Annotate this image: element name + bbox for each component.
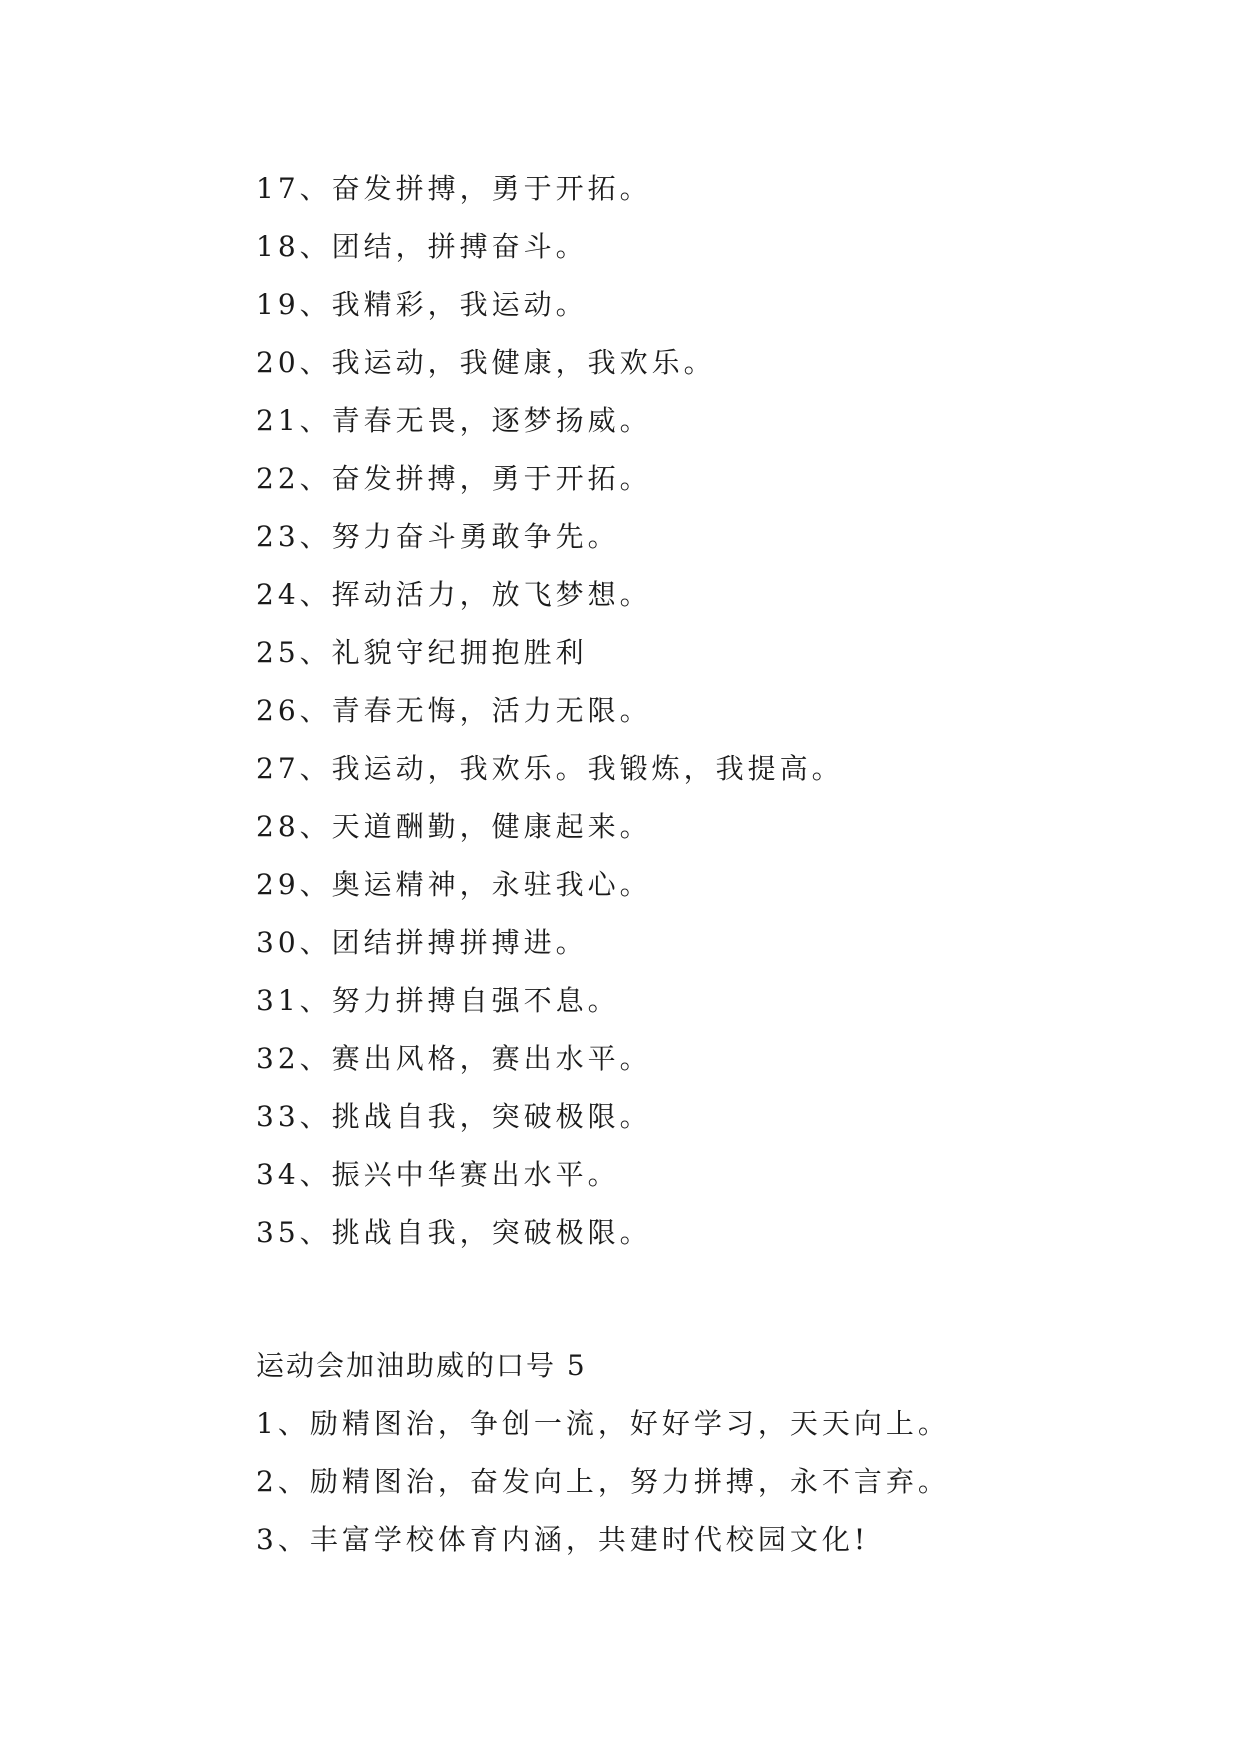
slogan-line: 28、天道酬勤，健康起来。 — [256, 810, 652, 843]
slogan-line: 21、青春无畏，逐梦扬威。 — [256, 404, 652, 437]
slogan-list-section-5 — [256, 1395, 1156, 1569]
slogan-line: 34、振兴中华赛出水平。 — [256, 1158, 620, 1191]
slogan-line: 30、团结拼搏拼搏进。 — [256, 926, 588, 959]
slogan-line: 26、青春无悔，活力无限。 — [256, 694, 652, 727]
section-heading: 运动会加油助威的口号 5 — [256, 1349, 587, 1382]
slogan-line: 3、丰富学校体育内涵，共建时代校园文化! — [256, 1523, 870, 1556]
slogan-line: 25、礼貌守纪拥抱胜利 — [256, 636, 588, 669]
slogan-line: 32、赛出风格，赛出水平。 — [256, 1042, 652, 1075]
slogan-line: 20、我运动，我健康，我欢乐。 — [256, 346, 716, 379]
slogan-line: 1、励精图治，争创一流，好好学习，天天向上。 — [256, 1407, 950, 1440]
slogan-line: 24、挥动活力，放飞梦想。 — [256, 578, 652, 611]
slogan-line: 33、挑战自我，突破极限。 — [256, 1100, 652, 1133]
slogan-line: 29、奥运精神，永驻我心。 — [256, 868, 652, 901]
slogan-line: 19、我精彩，我运动。 — [256, 288, 588, 321]
slogan-line: 35、挑战自我，突破极限。 — [256, 1216, 652, 1249]
slogan-line: 22、奋发拼搏，勇于开拓。 — [256, 462, 652, 495]
slogan-line: 27、我运动，我欢乐。我锻炼，我提高。 — [256, 752, 844, 785]
slogan-line: 2、励精图治，奋发向上，努力拼搏，永不言弃。 — [256, 1465, 950, 1498]
slogan-line: 17、奋发拼搏，勇于开拓。 — [256, 172, 652, 205]
slogan-line: 31、努力拼搏自强不息。 — [256, 984, 620, 1017]
slogan-line: 18、团结，拼搏奋斗。 — [256, 230, 588, 263]
slogan-line: 23、努力奋斗勇敢争先。 — [256, 520, 620, 553]
slogan-list-continued — [256, 160, 1156, 1262]
